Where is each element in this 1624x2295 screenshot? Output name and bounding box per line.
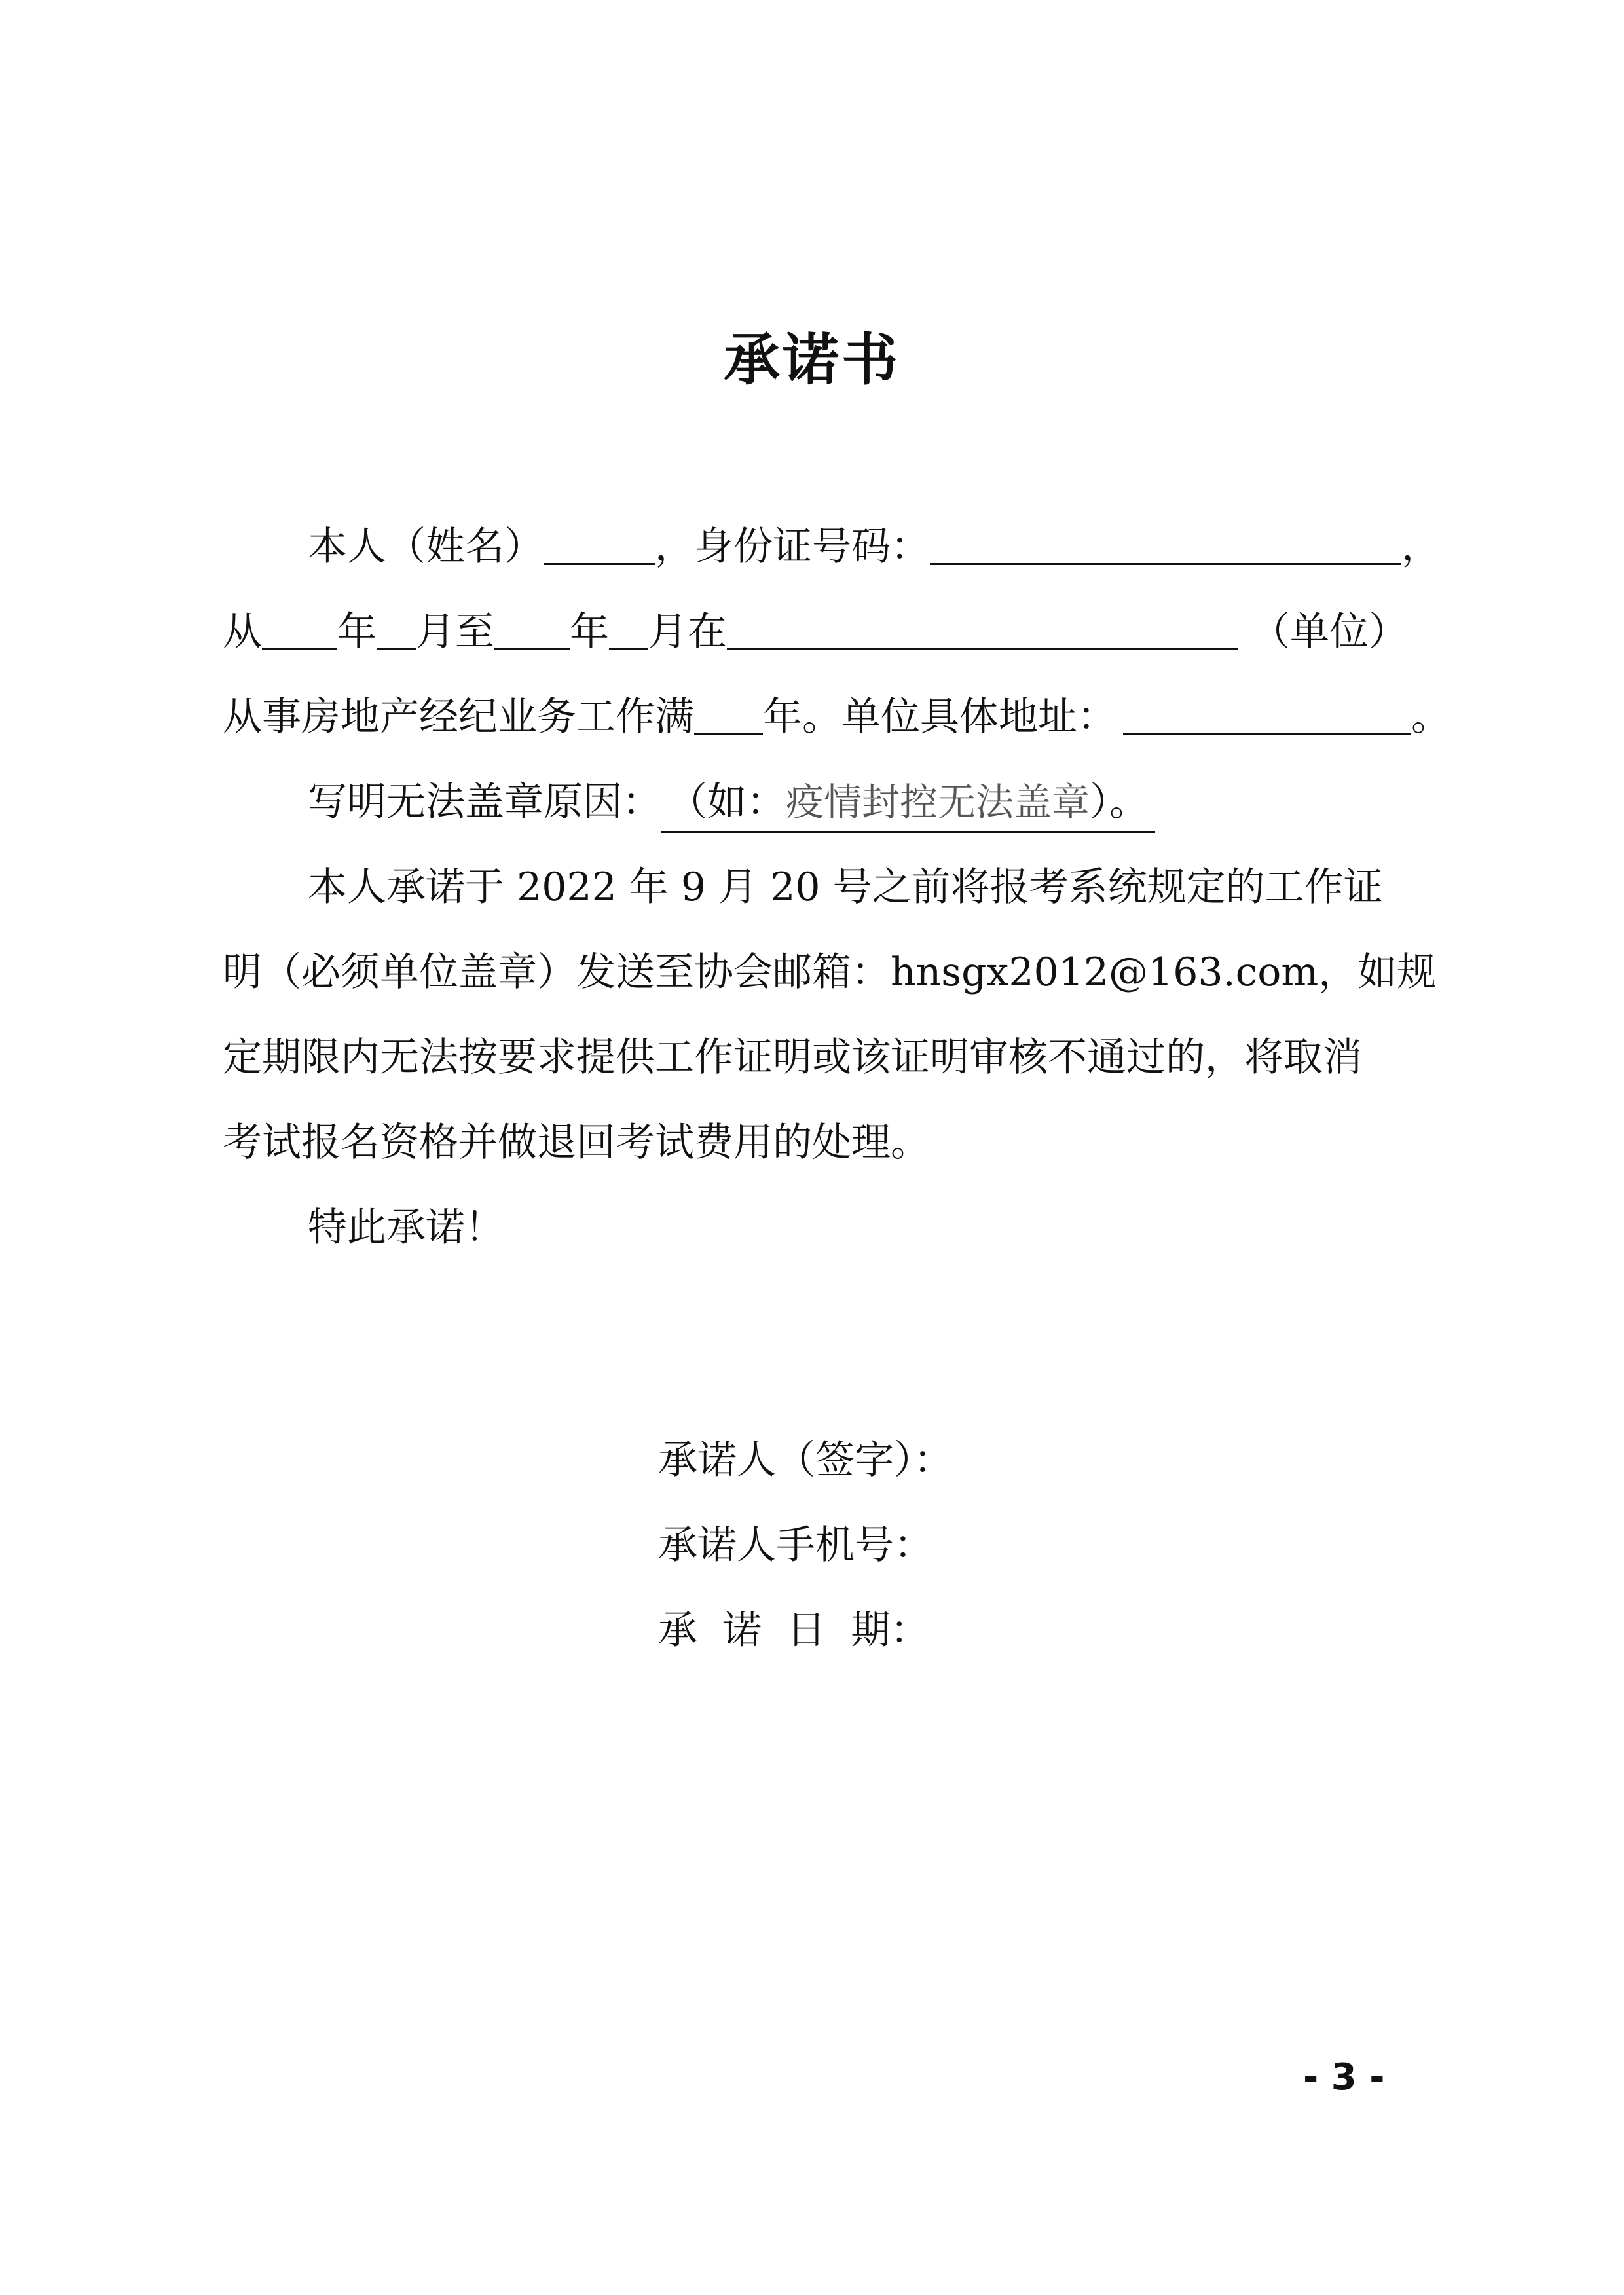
month-at-label: 月在 [648, 609, 727, 655]
years-blank[interactable] [694, 694, 763, 735]
handwritten-reason: 疫情封控无法盖章 [786, 780, 1090, 824]
commitment-paragraph-line: 考试报名资格并做退回考试费用的处理。 [223, 1120, 930, 1166]
id-number-blank[interactable] [930, 524, 1401, 565]
comma: ， [1401, 524, 1441, 570]
id-label: ，身份证号码： [655, 524, 930, 570]
end-month-blank[interactable] [609, 609, 648, 650]
start-year-blank[interactable] [262, 609, 337, 650]
reason-label: 写明无法盖章原因： [308, 779, 661, 825]
commitment-paragraph-line: 本人承诺于 2022 年 9 月 20 号之前将报考系统规定的工作证 [308, 864, 1383, 910]
employer-unit-label: （单位） [1251, 609, 1408, 655]
reason-example-open: （如： [668, 779, 786, 825]
commitment-paragraph-line: 明（必须单位盖章）发送至协会邮箱：hnsgx2012@163.com，如规 [223, 949, 1437, 995]
year-label: 年 [337, 609, 377, 655]
commitment-paragraph-line: 定期限内无法按要求提供工作证明或该证明审核不通过的，将取消 [223, 1035, 1362, 1080]
address-blank[interactable] [1123, 694, 1411, 735]
year-label: 年 [570, 609, 609, 655]
reason-line [308, 776, 1155, 828]
from-label: 从 [223, 609, 262, 655]
period: 。 [1411, 694, 1450, 740]
experience-label: 从事房地产经纪业务工作满 [223, 694, 694, 740]
work-period-line [223, 606, 1408, 658]
start-month-blank[interactable] [377, 609, 416, 650]
reason-example-close: ）。 [1090, 779, 1149, 825]
name-id-line [308, 521, 1441, 573]
name-label: 本人（姓名） [308, 524, 544, 570]
date-label: 承 诺 日 期： [658, 1607, 930, 1653]
page-number: - 3 - [1303, 2056, 1385, 2099]
reason-field[interactable] [661, 776, 1155, 833]
address-label: 年。单位具体地址： [763, 694, 1116, 740]
end-year-blank[interactable] [494, 609, 570, 650]
signer-label: 承诺人（签字）： [658, 1437, 953, 1483]
document-title: 承诺书 [724, 327, 900, 393]
month-to-label: 月至 [416, 609, 494, 655]
closing-statement: 特此承诺！ [308, 1205, 504, 1251]
employer-blank[interactable] [727, 609, 1238, 650]
phone-label: 承诺人手机号： [658, 1522, 933, 1568]
name-blank[interactable] [544, 524, 655, 565]
experience-address-line [223, 691, 1450, 743]
